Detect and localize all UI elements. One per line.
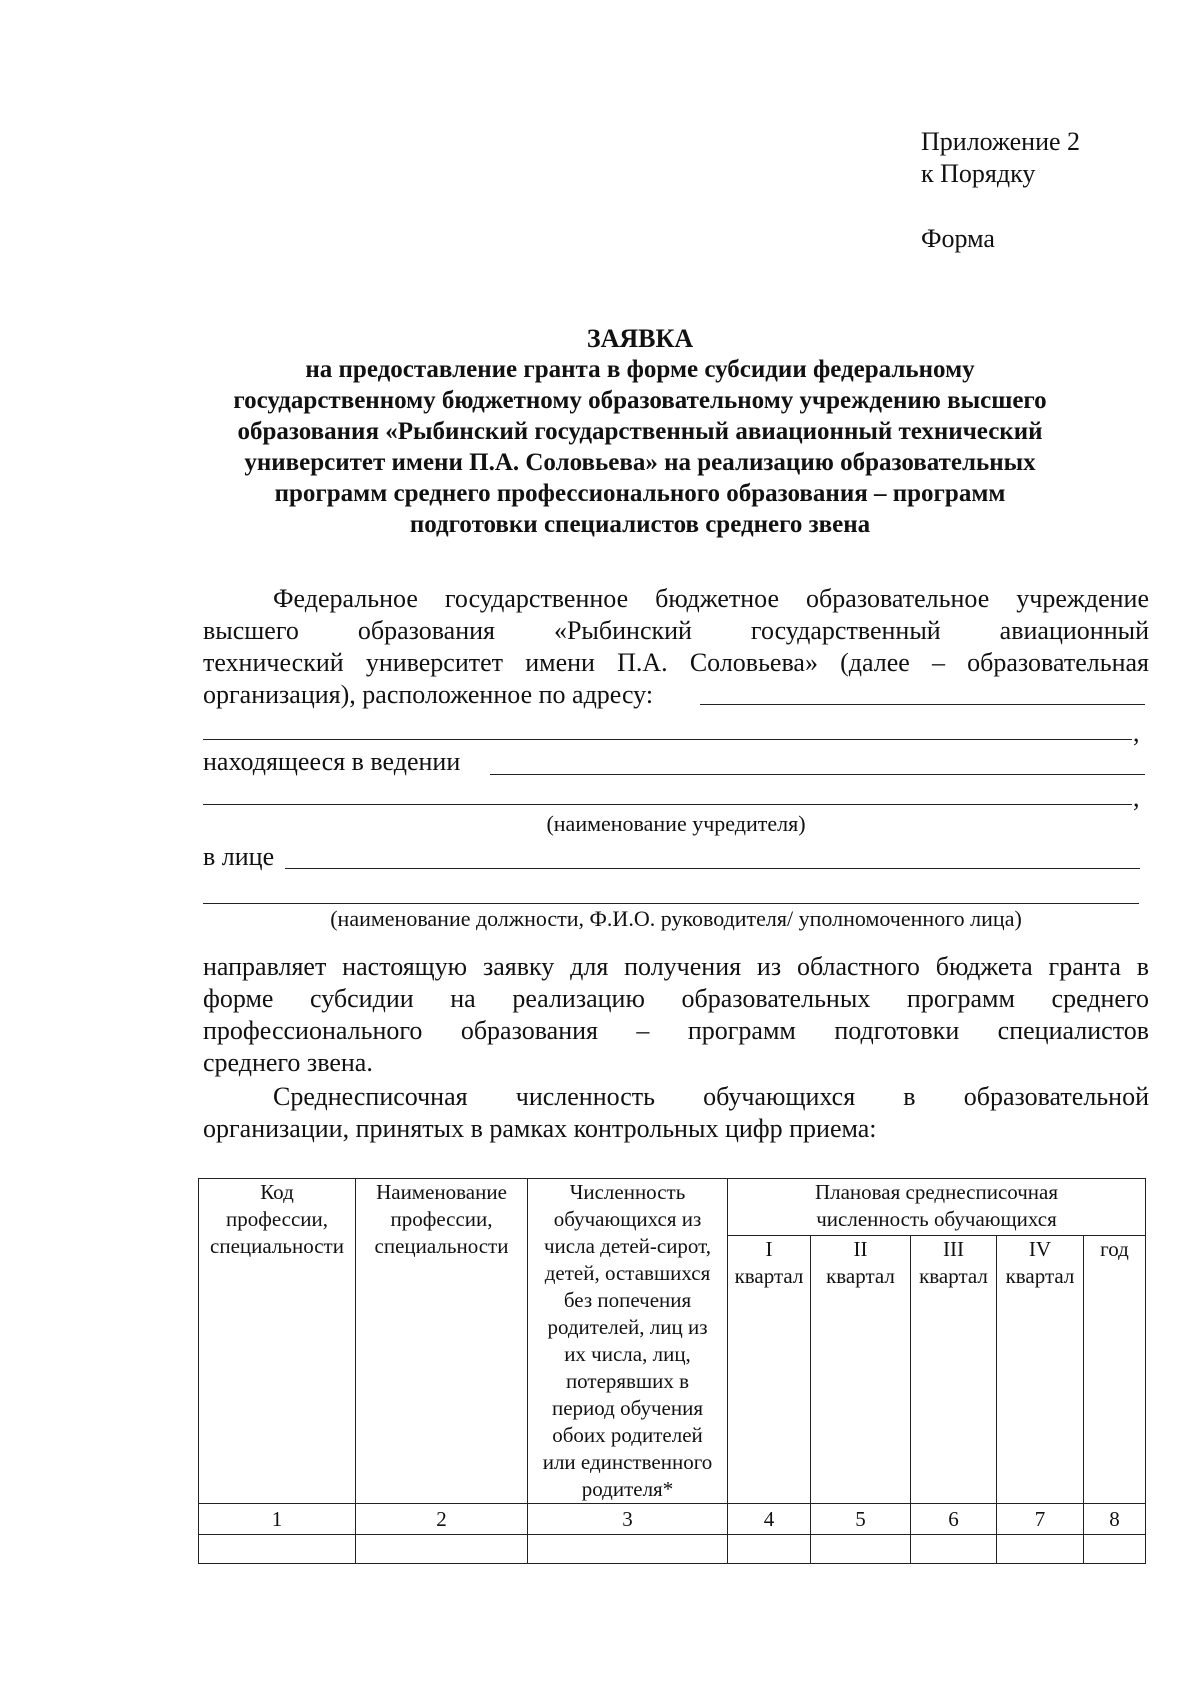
- table-cell[interactable]: [1084, 1535, 1146, 1564]
- header-quarter-4: [997, 1236, 1084, 1504]
- header-line: профессии,: [390, 1207, 493, 1231]
- header-line: числа детей-сирот,: [543, 1234, 712, 1258]
- header-line: Наименование: [376, 1180, 507, 1204]
- header-line: потерявших в: [565, 1369, 690, 1393]
- quarter-word: квартал: [826, 1264, 895, 1288]
- header-line: Код: [260, 1180, 294, 1204]
- header-line: специальности: [210, 1234, 344, 1258]
- paragraph-line: Среднесписочная численность обучающихся в образовательной: [273, 1082, 1149, 1111]
- table-cell[interactable]: [997, 1535, 1084, 1564]
- quarter-number: III: [943, 1237, 964, 1261]
- table-cell[interactable]: [199, 1535, 356, 1564]
- quarter-number: IV: [1028, 1237, 1052, 1261]
- table-cell[interactable]: [811, 1535, 911, 1564]
- title-line: подготовки специалистов среднего звена: [409, 511, 871, 538]
- header-quarter-2: [811, 1236, 911, 1504]
- header-line: Плановая среднесписочная: [814, 1180, 1059, 1204]
- column-number: 1: [199, 1504, 356, 1535]
- quarter-word: квартал: [919, 1264, 988, 1288]
- appendix-note: [921, 126, 1080, 190]
- quarter-number: I: [765, 1237, 773, 1261]
- title-line: программ среднего профессионального образования – программ: [274, 480, 1006, 507]
- column-number: 8: [1084, 1504, 1146, 1535]
- title-line: университет имени П.А. Соловьева» на реализацию образовательных: [244, 449, 1036, 476]
- column-number: 3: [528, 1504, 728, 1535]
- request-paragraph: [203, 951, 1149, 1079]
- table-row: [199, 1535, 1146, 1564]
- header-line: специальности: [374, 1234, 509, 1258]
- comma: ,: [1133, 718, 1140, 747]
- column-number: 7: [997, 1504, 1084, 1535]
- person-input-line-2[interactable]: [203, 903, 1139, 904]
- person-caption: (наименование должности, Ф.И.О. руководителя/ уполномоченного лица): [330, 906, 1022, 931]
- header-line: родителя*: [581, 1477, 674, 1501]
- quarter-word: квартал: [1005, 1264, 1075, 1288]
- title-line: государственному бюджетному образовательному учреждению высшего: [233, 387, 1047, 414]
- founder-input-line-2[interactable]: [203, 804, 1132, 805]
- header-planned-average: [728, 1179, 1146, 1236]
- header-line: обоих родителей: [552, 1423, 703, 1447]
- address-input-line-2[interactable]: [203, 739, 1132, 740]
- intro-paragraph: [203, 583, 1149, 711]
- header-line: или единственного: [542, 1450, 713, 1474]
- header-quarter-1: [728, 1236, 811, 1504]
- subordinate-label: находящееся в ведении: [203, 747, 461, 776]
- column-number: 4: [728, 1504, 811, 1535]
- document-title: [180, 323, 1100, 540]
- founder-input-line[interactable]: [490, 774, 1145, 775]
- header-line: численность обучающихся: [816, 1207, 1057, 1231]
- header-line: период обучения: [551, 1396, 704, 1420]
- person-label: в лице: [203, 842, 275, 871]
- paragraph-line: организации, принятых в рамках контрольных цифр приема:: [203, 1114, 877, 1143]
- founder-caption: (наименование учредителя): [546, 811, 806, 836]
- header-line: Численность: [569, 1180, 686, 1204]
- header-line: профессии,: [225, 1207, 329, 1231]
- title-line: образования «Рыбинский государственный авиационный технический: [237, 418, 1043, 445]
- appendix-line: Приложение 2: [921, 127, 1081, 156]
- table-cell[interactable]: [356, 1535, 528, 1564]
- column-number-row: [199, 1504, 1146, 1535]
- title-heading: ЗАЯВКА: [586, 324, 694, 353]
- paragraph-line: профессионального образования – программ подготовки специалистов: [203, 1016, 1149, 1045]
- comma: ,: [1133, 783, 1140, 812]
- paragraph-line: технический университет имени П.А. Соловьева» (далее – образовательная: [203, 648, 1149, 677]
- average-paragraph: [203, 1081, 1149, 1145]
- table-cell[interactable]: [911, 1535, 997, 1564]
- person-input-line[interactable]: [285, 868, 1140, 869]
- header-line: детей, оставшихся: [544, 1261, 711, 1285]
- paragraph-line: форме субсидии на реализацию образовательных программ среднего: [203, 984, 1149, 1013]
- form-label: Форма: [921, 224, 995, 253]
- appendix-line: к Порядку: [921, 159, 1036, 188]
- paragraph-line: организация), расположенное по адресу:: [203, 680, 654, 709]
- quarter-number: II: [853, 1237, 868, 1261]
- table-cell[interactable]: [728, 1535, 811, 1564]
- enrollment-table: [198, 1178, 1146, 1564]
- paragraph-line: среднего звена.: [203, 1048, 373, 1077]
- column-number: 2: [356, 1504, 528, 1535]
- address-input-line[interactable]: [700, 704, 1145, 705]
- header-quarter-3: [911, 1236, 997, 1504]
- paragraph-line: высшего образования «Рыбинский государственный авиационный: [203, 616, 1149, 645]
- header-line: без попечения: [563, 1288, 692, 1312]
- paragraph-line: Федеральное государственное бюджетное образовательное учреждение: [273, 584, 1149, 613]
- header-line: обучающихся из: [553, 1207, 702, 1231]
- quarter-word: квартал: [734, 1264, 804, 1288]
- column-number: 6: [911, 1504, 997, 1535]
- header-orphans-count: [528, 1179, 728, 1504]
- header-line: год: [1100, 1237, 1129, 1261]
- table-cell[interactable]: [528, 1535, 728, 1564]
- paragraph-line: направляет настоящую заявку для получения из областного бюджета гранта в: [203, 952, 1149, 981]
- header-code: [199, 1179, 356, 1504]
- column-number: 5: [811, 1504, 911, 1535]
- header-line: родителей, лиц из: [547, 1315, 708, 1339]
- header-line: их числа, лиц,: [564, 1342, 691, 1366]
- header-name: [356, 1179, 528, 1504]
- header-year: [1084, 1236, 1146, 1504]
- title-line: на предоставление гранта в форме субсидии федеральному: [305, 356, 975, 383]
